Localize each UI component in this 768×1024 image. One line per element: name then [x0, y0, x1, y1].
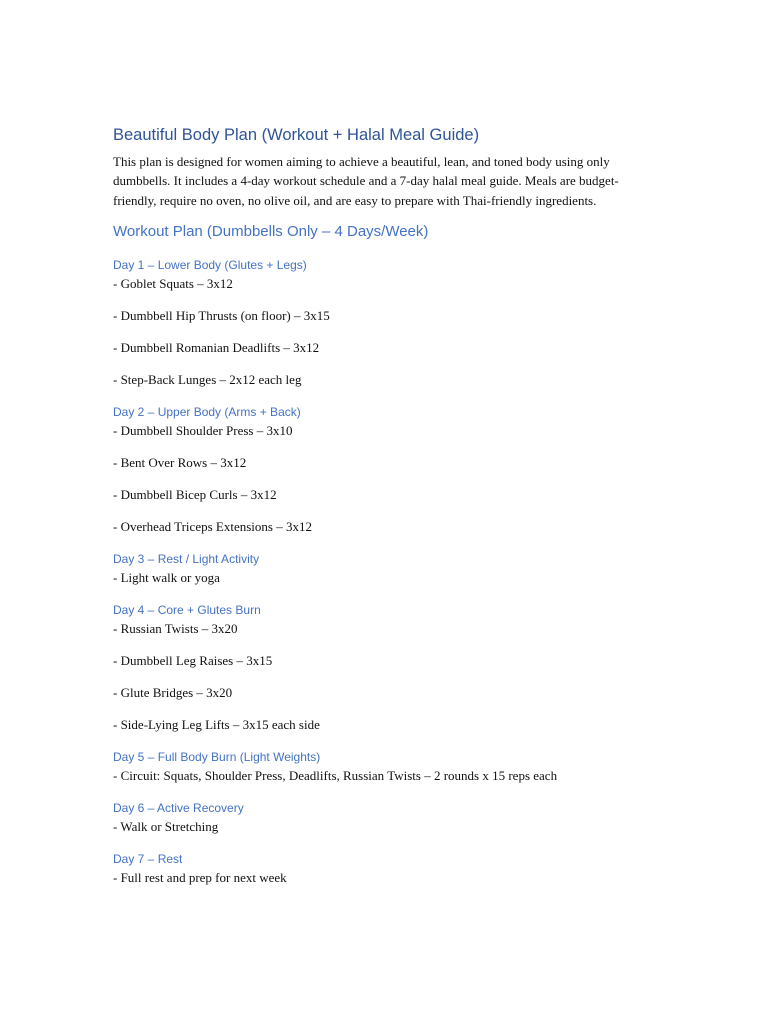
- day-section: [113, 550, 658, 587]
- exercise-item: - Dumbbell Leg Raises – 3x15: [113, 652, 273, 668]
- exercise-item: - Light walk or yoga: [113, 569, 220, 585]
- exercise-item: - Dumbbell Romanian Deadlifts – 3x12: [113, 339, 320, 355]
- intro-paragraph: This plan is designed for women aiming to achieve a beautiful, lean, and toned body using only dumbbells. It includes a 4-day workout schedule and a 7-day halal meal guide. Meals are budget-friendly, require no oven, no olive oil, and are easy to prepare with Thai-friendly ingredients.: [113, 154, 619, 208]
- exercise-item: - Overhead Triceps Extensions – 3x12: [113, 518, 312, 534]
- day-section: [113, 748, 658, 785]
- day-section: [113, 799, 658, 836]
- day-title: Day 7 – Rest: [113, 851, 183, 866]
- exercise-item: - Glute Bridges – 3x20: [113, 684, 233, 700]
- day-section: [113, 403, 658, 536]
- day-title: Day 2 – Upper Body (Arms + Back): [113, 404, 301, 419]
- exercise-item: - Dumbbell Bicep Curls – 3x12: [113, 486, 277, 502]
- document-title: Beautiful Body Plan (Workout + Halal Meal Guide): [113, 126, 480, 144]
- exercise-item: - Bent Over Rows – 3x12: [113, 454, 247, 470]
- exercise-item: - Dumbbell Hip Thrusts (on floor) – 3x15: [113, 307, 330, 323]
- exercise-item: - Walk or Stretching: [113, 818, 219, 834]
- day-title: Day 1 – Lower Body (Glutes + Legs): [113, 257, 307, 272]
- exercise-item: - Goblet Squats – 3x12: [113, 275, 233, 291]
- workout-heading: Workout Plan (Dumbbells Only – 4 Days/Week): [113, 222, 429, 240]
- exercise-item: - Circuit: Squats, Shoulder Press, Deadlifts, Russian Twists – 2 rounds x 15 reps each: [113, 767, 558, 783]
- exercise-item: - Side-Lying Leg Lifts – 3x15 each side: [113, 716, 320, 732]
- exercise-item: - Dumbbell Shoulder Press – 3x10: [113, 422, 293, 438]
- exercise-item: - Step-Back Lunges – 2x12 each leg: [113, 371, 302, 387]
- day-section: [113, 601, 658, 734]
- exercise-item: - Full rest and prep for next week: [113, 869, 287, 885]
- document-page: [113, 124, 658, 901]
- day-title: Day 6 – Active Recovery: [113, 800, 244, 815]
- day-title: Day 4 – Core + Glutes Burn: [113, 602, 261, 617]
- day-title: Day 5 – Full Body Burn (Light Weights): [113, 749, 321, 764]
- day-section: [113, 850, 658, 887]
- day-title: Day 3 – Rest / Light Activity: [113, 551, 260, 566]
- day-section: [113, 256, 658, 389]
- exercise-item: - Russian Twists – 3x20: [113, 620, 238, 636]
